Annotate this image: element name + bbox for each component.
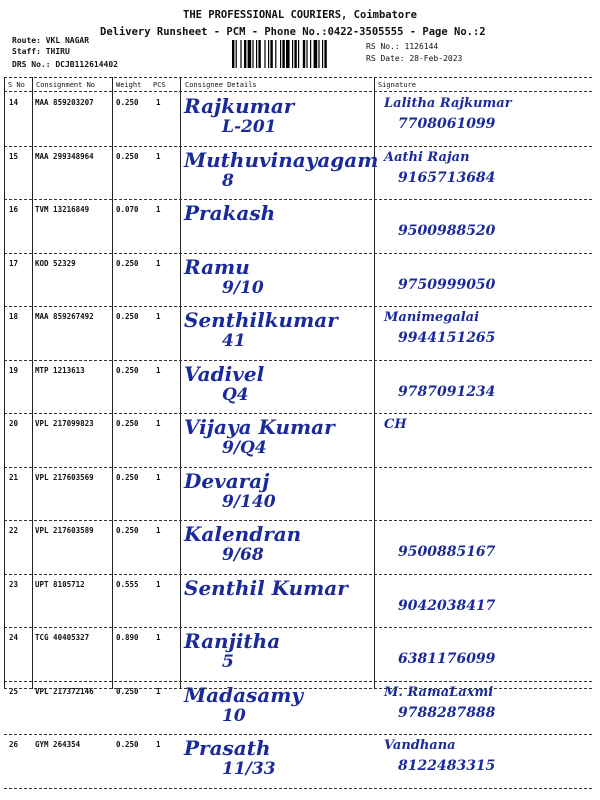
rs-number: RS No.: 1126144 xyxy=(366,42,439,51)
column-header-signature: Signature xyxy=(378,81,416,89)
row-serial-number: 24 xyxy=(9,633,19,642)
weight-value: 0.890 xyxy=(116,633,139,642)
row-divider xyxy=(4,734,592,735)
consignee-address: L-201 xyxy=(222,117,277,137)
consignment-number: VPL 217372146 xyxy=(35,686,94,696)
row-serial-number: 26 xyxy=(9,740,19,749)
table-row xyxy=(0,683,600,737)
table-bottom-border xyxy=(4,688,592,689)
table-row xyxy=(0,469,600,523)
row-serial-number: 17 xyxy=(9,258,19,268)
consignee-name: Vadivel xyxy=(184,361,265,386)
consignee-address: 11/33 xyxy=(222,759,276,779)
weight-value: 0.555 xyxy=(116,579,139,589)
signature-phone: 9042038417 xyxy=(398,597,496,614)
column-header-consignee: Consignee Details xyxy=(185,81,257,89)
row-serial-number: 16 xyxy=(9,205,19,214)
row-divider xyxy=(4,627,592,628)
staff-label: Staff: THIRU xyxy=(12,47,70,56)
consignment-number: MAA 859203207 xyxy=(35,98,94,107)
consignee-name: Rajkumar xyxy=(184,94,295,118)
column-header-sno: S No xyxy=(8,81,25,89)
column-header-weight: Weight xyxy=(116,81,142,89)
consignee-name: Muthuvinayagam xyxy=(184,147,379,172)
pieces-count: 1 xyxy=(156,526,161,535)
signature-name: Vandhana xyxy=(384,738,456,753)
consignee-name: Kalendran xyxy=(184,522,302,546)
consignee-address: 41 xyxy=(222,331,246,351)
consignee-address: 10 xyxy=(222,705,246,726)
row-divider xyxy=(4,199,592,200)
table-row xyxy=(0,148,600,202)
pieces-count: 1 xyxy=(156,740,161,749)
row-serial-number: 19 xyxy=(9,365,19,375)
consignee-name: Prakash xyxy=(184,201,276,225)
row-divider xyxy=(4,146,592,147)
consignee-name: Devaraj xyxy=(184,468,270,493)
consignment-number: MTP 1213613 xyxy=(35,365,85,375)
row-divider xyxy=(4,681,592,682)
signature-phone: 9750999050 xyxy=(398,276,496,293)
consignment-number: KOD 52329 xyxy=(35,258,76,268)
row-divider xyxy=(4,413,592,414)
table-row xyxy=(0,522,600,576)
weight-value: 0.250 xyxy=(116,686,139,696)
row-serial-number: 14 xyxy=(9,98,19,107)
pieces-count: 1 xyxy=(156,205,161,214)
consignment-number: MAA 299348964 xyxy=(35,151,94,161)
signature-phone: 9500885167 xyxy=(398,544,496,560)
row-serial-number: 21 xyxy=(9,472,19,482)
weight-value: 0.250 xyxy=(116,258,139,268)
signature-name: Aathi Rajan xyxy=(384,149,470,165)
consignee-name: Senthilkumar xyxy=(184,308,338,332)
row-divider xyxy=(4,306,592,307)
signature-phone: 6381176099 xyxy=(398,651,496,667)
signature-phone: 9500988520 xyxy=(398,223,496,239)
table-top-border xyxy=(4,77,592,78)
pieces-count: 1 xyxy=(156,312,161,321)
weight-value: 0.250 xyxy=(116,526,139,535)
pieces-count: 1 xyxy=(156,633,161,642)
table-row xyxy=(0,629,600,683)
table-row xyxy=(0,362,600,416)
barcode-icon xyxy=(232,40,360,68)
weight-value: 0.250 xyxy=(116,419,139,428)
route-label: Route: VKL NAGAR xyxy=(12,36,90,45)
row-serial-number: 20 xyxy=(9,419,19,428)
consignee-address: 8 xyxy=(222,170,234,191)
pieces-count: 1 xyxy=(156,686,161,696)
weight-value: 0.250 xyxy=(116,151,139,161)
weight-value: 0.250 xyxy=(116,472,139,482)
column-header-consignment: Consignment No xyxy=(36,81,96,89)
consignee-name: Senthil Kumar xyxy=(184,575,348,600)
row-divider xyxy=(4,788,592,789)
row-serial-number: 25 xyxy=(9,686,19,696)
signature-phone: 8122483315 xyxy=(398,758,496,774)
consignment-number: MAA 859267492 xyxy=(35,312,94,321)
consignee-address: Q4 xyxy=(222,384,249,405)
row-serial-number: 15 xyxy=(9,151,19,161)
consignee-address: 9/68 xyxy=(222,545,264,565)
pieces-count: 1 xyxy=(156,419,161,428)
pieces-count: 1 xyxy=(156,98,161,107)
consignment-number: UPT 8105712 xyxy=(35,579,85,589)
signature-phone: 7708061099 xyxy=(398,116,496,132)
signature-phone: 9788287888 xyxy=(398,704,496,721)
weight-value: 0.250 xyxy=(116,98,139,107)
table-row xyxy=(0,736,600,790)
row-serial-number: 22 xyxy=(9,526,19,535)
row-divider xyxy=(4,574,592,575)
consignment-number: GYM 264354 xyxy=(35,740,81,749)
table-row xyxy=(0,255,600,309)
pieces-count: 1 xyxy=(156,579,161,589)
consignee-address: 9/140 xyxy=(222,491,276,512)
consignee-name: Madasamy xyxy=(184,682,304,707)
pieces-count: 1 xyxy=(156,258,161,268)
header-bottom-border xyxy=(4,91,592,92)
signature-name: CH xyxy=(384,417,407,432)
consignment-number: TCG 40405327 xyxy=(35,633,90,642)
consignee-name: Prasath xyxy=(184,736,271,760)
row-divider xyxy=(4,520,592,521)
table-row xyxy=(0,415,600,469)
runsheet-subtitle: Delivery Runsheet - PCM - Phone No.:0422-3505555 - Page No.:2 xyxy=(100,26,486,38)
table-row xyxy=(0,308,600,362)
row-divider xyxy=(4,253,592,254)
signature-name: M. RamaLaxmi xyxy=(384,684,494,700)
row-serial-number: 18 xyxy=(9,312,19,321)
pieces-count: 1 xyxy=(156,472,161,482)
table-row xyxy=(0,576,600,630)
consignee-name: Ranjitha xyxy=(184,629,281,653)
table-row xyxy=(0,94,600,148)
consignee-name: Ramu xyxy=(184,254,250,279)
signature-name: Manimegalai xyxy=(384,310,480,325)
consignment-number: VPL 217099823 xyxy=(35,419,94,428)
consignee-address: 5 xyxy=(222,652,234,672)
signature-name: Lalitha Rajkumar xyxy=(384,96,512,111)
row-serial-number: 23 xyxy=(9,579,19,589)
weight-value: 0.250 xyxy=(116,312,139,321)
weight-value: 0.250 xyxy=(116,365,139,375)
table-row xyxy=(0,201,600,255)
consignment-number: VPL 217603589 xyxy=(35,526,94,535)
row-divider xyxy=(4,467,592,468)
consignee-address: 9/10 xyxy=(222,277,264,298)
rs-date: RS Date: 28-Feb-2023 xyxy=(366,54,463,63)
signature-phone: 9787091234 xyxy=(398,383,496,400)
pieces-count: 1 xyxy=(156,365,161,375)
column-header-pcs: PCS xyxy=(153,81,166,89)
signature-phone: 9944151265 xyxy=(398,330,496,346)
page-title: THE PROFESSIONAL COURIERS, Coimbatore xyxy=(183,9,417,21)
signature-phone: 9165713684 xyxy=(398,169,496,186)
weight-value: 0.070 xyxy=(116,205,139,214)
consignment-number: TVM 13216849 xyxy=(35,205,90,214)
consignee-name: Vijaya Kumar xyxy=(184,415,335,439)
consignee-address: 9/Q4 xyxy=(222,438,267,458)
row-divider xyxy=(4,360,592,361)
pieces-count: 1 xyxy=(156,151,161,161)
consignment-number: VPL 217603569 xyxy=(35,472,94,482)
drs-number: DRS No.: DCJB112614402 xyxy=(12,60,118,69)
weight-value: 0.250 xyxy=(116,740,139,749)
